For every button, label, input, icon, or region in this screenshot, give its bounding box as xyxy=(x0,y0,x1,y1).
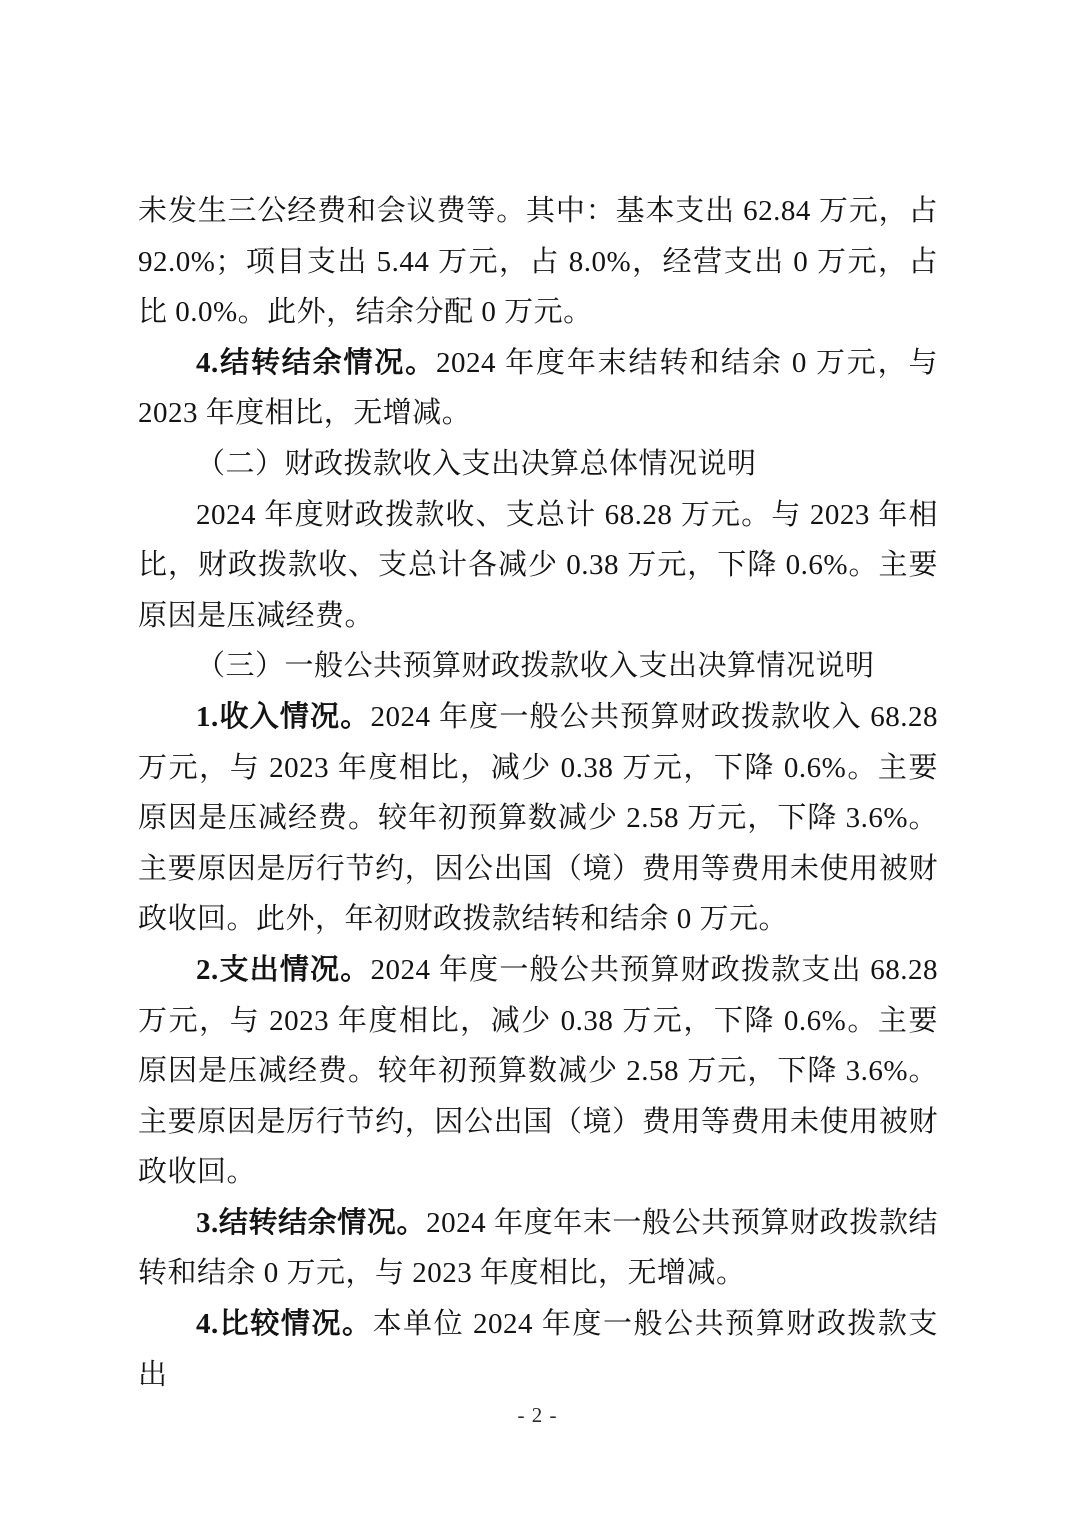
paragraph-text: 2024 年度财政拨款收、支总计 68.28 万元。与 2023 年相比，财政拨款收、支总计各减少 0.38 万元，下降 0.6%。主要原因是压减经费。 xyxy=(138,498,938,632)
page-number: - 2 - xyxy=(517,1403,558,1427)
paragraph xyxy=(138,1198,938,1299)
paragraph-text: （三）一般公共预算财政拨款收入支出决算情况说明 xyxy=(196,650,875,683)
paragraph xyxy=(138,692,938,945)
paragraph-lead: 4.结转结余情况。 xyxy=(196,346,437,379)
paragraph xyxy=(138,490,938,642)
paragraph-lead: 3.结转结余情况。 xyxy=(196,1206,427,1239)
paragraph xyxy=(138,439,938,490)
paragraph-lead: 1.收入情况。 xyxy=(196,700,371,733)
paragraph xyxy=(138,641,938,692)
paragraph xyxy=(138,1299,938,1400)
paragraph-text: 2024 年度一般公共预算财政拨款收入 68.28 万元，与 2023 年度相比，减少 0.38 万元，下降 0.6%。主要原因是压减经费。较年初预算数减少 2.58 万元，下降 3.6%。主要原因是厉行节约，因公出国（境）费用等费用未使用被财政收回。此外，年初财政拨款结转和结余 0 万元。 xyxy=(138,700,938,936)
paragraph-text: （二）财政拨款收入支出决算总体情况说明 xyxy=(196,447,757,480)
paragraph xyxy=(138,945,938,1198)
paragraph-lead: 4.比较情况。 xyxy=(196,1308,373,1341)
paragraph-text: 2024 年度年末一般公共预算财政拨款结转和结余 0 万元，与 2023 年度相比，无增减。 xyxy=(138,1206,938,1290)
paragraph-text: 2024 年度一般公共预算财政拨款支出 68.28 万元，与 2023 年度相比，减少 0.38 万元，下降 0.6%。主要原因是压减经费。较年初预算数减少 2.58 万元，下降 3.6%。主要原因是厉行节约，因公出国（境）费用等费用未使用被财政收回。 xyxy=(138,953,938,1189)
paragraph xyxy=(138,338,938,439)
document-body xyxy=(138,186,938,1400)
paragraph-lead: 2.支出情况。 xyxy=(196,953,371,986)
paragraph-text: 2024 年度年末结转和结余 0 万元，与 2023 年度相比，无增减。 xyxy=(138,346,938,430)
paragraph-text: 未发生三公经费和会议费等。其中：基本支出 62.84 万元，占 92.0%；项目支出 5.44 万元，占 8.0%，经营支出 0 万元，占比 0.0%。此外，结余分配 0 万元。 xyxy=(138,195,938,329)
paragraph xyxy=(138,186,938,338)
paragraph-text: 本单位 2024 年度一般公共预算财政拨款支出 xyxy=(138,1308,938,1391)
